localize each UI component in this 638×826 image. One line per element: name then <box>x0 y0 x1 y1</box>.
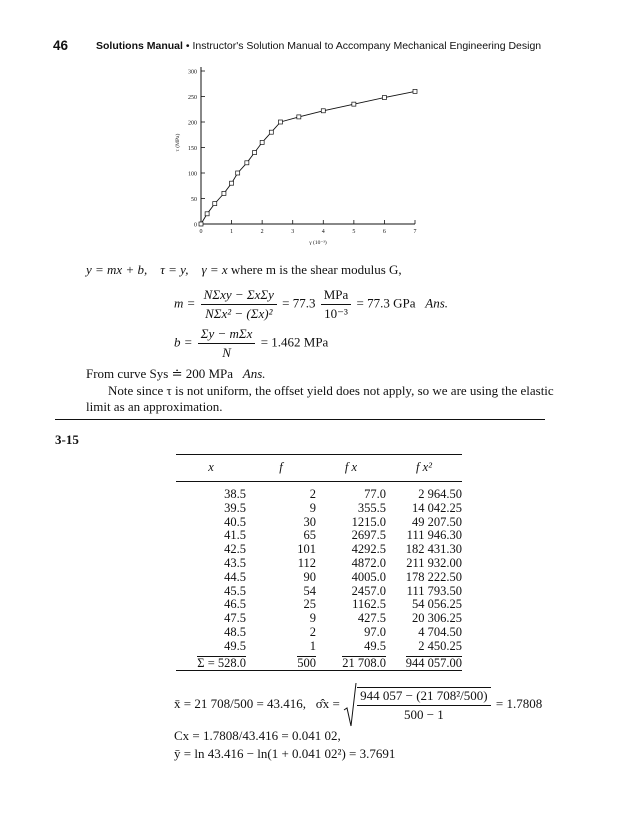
y-tick-label: 300 <box>188 69 197 76</box>
section-divider <box>55 419 545 420</box>
table-header-row: x f f x f x² <box>176 455 462 482</box>
table-cell: 2697.5 <box>351 528 386 543</box>
table-cell: 42.5 <box>224 542 246 557</box>
book-label: Solutions Manual <box>96 40 183 52</box>
table-sum-cell: 944 057.00 <box>405 655 462 670</box>
table-row <box>176 529 462 543</box>
table-cell: 49 207.50 <box>412 514 462 529</box>
y-tick-label: 50 <box>191 197 197 203</box>
table-cell: 65 <box>303 528 316 543</box>
data-point <box>205 212 209 216</box>
table-cell: 1215.0 <box>351 514 386 529</box>
table-cell: 43.5 <box>224 555 246 570</box>
table-cell: 2 <box>309 487 316 501</box>
table-cell: 9 <box>309 500 316 515</box>
table-cell: 111 946.30 <box>406 528 462 543</box>
table-cell: 45.5 <box>224 583 246 598</box>
table-row <box>176 571 462 585</box>
note-line-1: Note since τ is not uniform, the offset yield does not apply, so we are using the elastic <box>108 383 554 398</box>
data-point <box>230 181 234 185</box>
equation-b: b = $\frac{\text{Σy − mΣx}}{N}$ = 1.462 MPa <box>174 326 329 360</box>
table-cell: 112 <box>297 555 316 570</box>
page-number: 46 <box>53 38 69 53</box>
x-tick-label: 4 <box>321 229 325 235</box>
data-point <box>413 89 417 93</box>
table-cell: 44.5 <box>224 569 246 584</box>
table-row <box>176 626 462 640</box>
table-cell: 4292.5 <box>351 542 386 557</box>
x-tick-label: 1 <box>230 229 234 235</box>
x-tick-label: 6 <box>382 229 386 235</box>
y-tick-label: 200 <box>188 120 197 127</box>
x-tick-label: 3 <box>291 229 295 235</box>
table-cell: 77.0 <box>364 487 386 501</box>
table-cell: 54 <box>303 583 316 598</box>
y-tick-label: 100 <box>188 171 197 178</box>
data-point <box>199 222 203 226</box>
data-point <box>352 102 356 106</box>
table-cell: 54 056.25 <box>412 597 462 612</box>
data-point <box>297 115 301 119</box>
x-axis-label: γ (10⁻³) <box>309 240 327 246</box>
table-cell: 20 306.25 <box>412 611 462 626</box>
x-tick-label: 2 <box>260 229 264 235</box>
table-cell: 41.5 <box>224 528 246 543</box>
table-row <box>176 598 462 612</box>
table-cell: 4 704.50 <box>418 624 462 639</box>
table-cell: 47.5 <box>224 611 246 626</box>
frequency-table <box>176 454 462 673</box>
table-cell: 46.5 <box>224 597 246 612</box>
table-row <box>176 640 462 654</box>
table-row <box>176 543 462 557</box>
data-point <box>245 161 249 165</box>
table-cell: 49.5 <box>364 638 386 653</box>
x-tick-label: 5 <box>352 229 356 235</box>
table-cell: 1 <box>309 638 316 653</box>
table-cell: 111 793.50 <box>406 583 462 598</box>
data-point <box>253 151 257 155</box>
table-sum-cell: Σ = 528.0 <box>197 655 246 670</box>
table-cell: 2 <box>309 624 316 639</box>
table-row <box>176 585 462 599</box>
table-row <box>176 612 462 626</box>
table-cell: 90 <box>303 569 316 584</box>
table-cell: 9 <box>309 611 316 626</box>
table-cell: 30 <box>303 514 316 529</box>
table-cell: 427.5 <box>357 611 386 626</box>
table-cell: 40.5 <box>224 514 246 529</box>
equation-m: m = $\frac{\text{NΣxy − ΣxΣy}}{\text{NΣx² − (Σx)²}}$ = 77.3 $\frac{\text{MPa}}{\text{10⁻³}}$ = 77.3 GPa Ans. <box>174 287 449 321</box>
data-point <box>236 171 240 175</box>
table-row <box>176 502 462 516</box>
table-row <box>176 516 462 530</box>
table-row <box>176 482 462 502</box>
running-header <box>96 40 541 52</box>
series-line <box>201 91 415 224</box>
table-cell: 49.5 <box>224 638 246 653</box>
table-cell: 14 042.25 <box>412 500 462 515</box>
table-sum-cell: 500 <box>297 655 316 670</box>
table-cell: 355.5 <box>357 500 386 515</box>
table-cell: 48.5 <box>224 624 246 639</box>
note-line-2: limit as an approximation. <box>86 399 223 414</box>
table-bottom-rule <box>176 671 462 674</box>
table-cell: 101 <box>297 542 316 557</box>
table-sum-row <box>176 654 462 671</box>
table-cell: 211 932.00 <box>406 555 462 570</box>
data-point <box>278 120 282 124</box>
table-cell: 39.5 <box>224 500 246 515</box>
mean-and-stddev: x̄ = 21 708/500 = 43.416, σ̂x = $\frac{\text{944 057 − (21 708²/500)}}{500 - 1}$ = 1.7808 <box>174 682 542 728</box>
table-cell: 25 <box>303 597 316 612</box>
equation-line-1: y = mx + b, τ = y, γ = x where m is the shear modulus G, <box>86 262 402 277</box>
sqrt-sign-icon <box>343 682 357 728</box>
x-tick-label: 0 <box>199 229 203 235</box>
data-point <box>321 109 325 113</box>
table-cell: 97.0 <box>364 624 386 639</box>
log-mean: ȳ = ln 43.416 − ln(1 + 0.041 02²) = 3.7691 <box>174 746 396 761</box>
table-cell: 1162.5 <box>352 597 386 612</box>
stress-strain-chart <box>160 62 440 252</box>
table-cell: 178 222.50 <box>405 569 462 584</box>
table-row <box>176 557 462 571</box>
table-cell: 2457.0 <box>351 583 386 598</box>
data-point <box>213 202 217 206</box>
header-bullet: • <box>185 40 190 52</box>
table-sum-cell: 21 708.0 <box>342 655 386 670</box>
data-point <box>260 140 264 144</box>
header-subtitle: Instructor's Solution Manual to Accompany Mechanical Engineering Design <box>192 40 542 52</box>
table-cell: 2 450.25 <box>418 638 462 653</box>
y-tick-label: 150 <box>188 146 197 152</box>
section-heading: 3-15 <box>55 432 79 447</box>
coefficient-of-variation: Cx = 1.7808/43.416 = 0.041 02, <box>174 728 341 743</box>
y-axis-label: τ (MPa) <box>175 133 181 152</box>
y-tick-label: 250 <box>188 95 197 101</box>
table-cell: 182 431.30 <box>405 542 462 557</box>
yield-from-curve: From curve Sys ≐ 200 MPa Ans. <box>86 366 266 381</box>
table-cell: 38.5 <box>224 487 246 501</box>
table-cell: 2 964.50 <box>418 487 462 501</box>
x-tick-label: 7 <box>413 229 417 235</box>
table-cell: 4005.0 <box>351 569 386 584</box>
y-tick-label: 0 <box>194 222 197 229</box>
table-cell: 4872.0 <box>351 555 386 570</box>
data-point <box>269 130 273 134</box>
data-point <box>222 191 226 195</box>
data-point <box>382 96 386 100</box>
